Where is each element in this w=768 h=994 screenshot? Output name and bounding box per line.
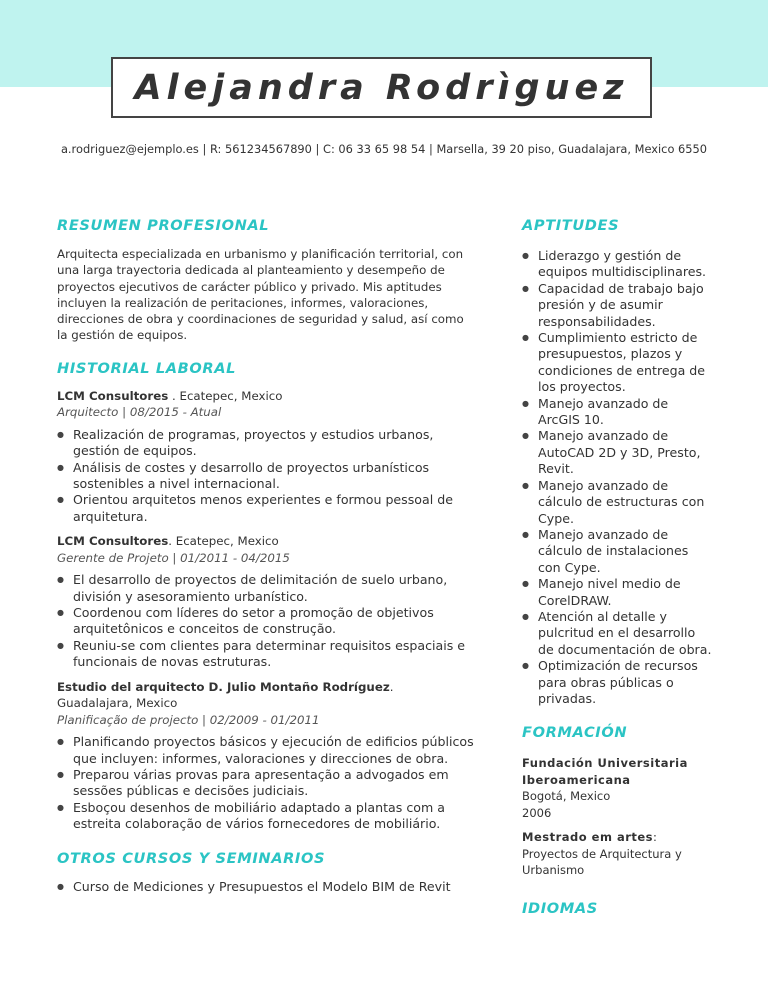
list-item: ● Análisis de costes y desarrollo de proyectos urbanísticos sostenibles a nivel internacional. <box>57 460 477 493</box>
list-item: ● Reuniu-se com clientes para determinar requisitos espaciais e funcionais de novas estruturas. <box>57 638 477 671</box>
list-item: ● Optimización de recursos para obras públicas o privadas. <box>522 658 712 707</box>
job-company: LCM Consultores <box>57 534 169 549</box>
job-location: . Ecatepec, Mexico <box>168 534 279 549</box>
job-location: . <box>389 679 394 694</box>
right-column <box>522 214 712 921</box>
list-item: ● Capacidad de trabajo bajo presión y de asumir responsabilidades. <box>522 281 712 330</box>
education-institution: Fundación Universitaria Iberoamericana <box>522 756 688 787</box>
job-bullets <box>57 427 477 525</box>
job-location: . Ecatepec, Mexico <box>168 388 283 403</box>
education-year: 2006 <box>522 805 552 820</box>
resumen-title: RESUMEN PROFESIONAL <box>57 217 270 234</box>
education-location: Bogotá, Mexico <box>522 789 611 804</box>
list-item: ● Liderazgo y gestión de equipos multidisciplinares. <box>522 248 712 281</box>
list-item: ● Cumplimiento estricto de presupuestos, plazos y condiciones de entrega de los proyectos. <box>522 330 712 396</box>
job-bullets <box>57 734 477 832</box>
job-role: Planificação de projecto | 02/2009 - 01/2011 <box>57 712 320 727</box>
education-degree: Mestrado em artes <box>522 830 654 845</box>
list-item: ● Manejo avanzado de cálculo de estructuras con Cype. <box>522 478 712 527</box>
cursos-title: OTROS CURSOS Y SEMINARIOS <box>57 849 326 867</box>
list-item: ● Orientou arquitetos menos experientes e formou pessoal de arquitetura. <box>57 492 477 525</box>
job-company: LCM Consultores <box>57 388 169 403</box>
candidate-name: Alejandra Rodrìguez <box>134 67 629 108</box>
job-header <box>57 388 477 405</box>
list-item: ● Planificando proyectos básicos y ejecución de edificios públicos que incluyen: informes, valoraciones y direcciones de obra. <box>57 734 477 767</box>
job-role: Arquitecto | 08/2015 - Atual <box>57 405 222 420</box>
contact-line: a.rodriguez@ejemplo.es | R: 561234567890 | C: 06 33 65 98 54 | Marsella, 39 20 piso, Guadalajara, Mexico 6550 <box>60 142 708 156</box>
list-item: ● Atención al detalle y pulcritud en el desarrollo de documentación de obra. <box>522 609 712 658</box>
job-entry <box>57 388 477 525</box>
cursos-list <box>57 879 477 895</box>
education-program: Proyectos de Arquitectura y Urbanismo <box>522 846 682 878</box>
historial-title: HISTORIAL LABORAL <box>57 359 237 377</box>
education-entry <box>522 755 712 821</box>
job-header <box>57 533 477 550</box>
formacion-title: FORMACIÓN <box>522 724 628 742</box>
education-degree-line <box>522 829 712 846</box>
job-entry <box>57 679 477 833</box>
job-role: Gerente de Projeto | 01/2011 - 04/2015 <box>57 550 290 565</box>
education-entry <box>522 829 712 879</box>
list-item: ● Curso de Mediciones y Presupuestos el Modelo BIM de Revit <box>57 879 477 895</box>
list-item: ● El desarrollo de proyectos de delimitación de suelo urbano, división y asesoramiento urbanístico. <box>57 572 477 605</box>
aptitudes-title: APTITUDES <box>522 217 620 234</box>
list-item: ● Coordenou com líderes do setor a promoção de objetivos arquitetônicos e conceitos de construção. <box>57 605 477 638</box>
list-item: ● Esboçou desenhos de mobiliário adaptado a plantas com a estreita colaboração de vários fornecedores de mobiliário. <box>57 800 477 833</box>
job-bullets <box>57 572 477 670</box>
list-item: ● Manejo avanzado de ArcGIS 10. <box>522 396 712 429</box>
job-company: Estudio del arquitecto D. Julio Montaño Rodríguez <box>57 679 390 694</box>
left-column <box>57 214 477 895</box>
list-item: ● Realización de programas, proyectos y estudios urbanos, gestión de equipos. <box>57 427 477 460</box>
idiomas-title: IDIOMAS <box>522 899 598 917</box>
education-degree-suffix: : <box>653 830 657 845</box>
list-item: ● Manejo avanzado de AutoCAD 2D y 3D, Presto, Revit. <box>522 428 712 477</box>
job-header <box>57 679 477 696</box>
list-item: ● Manejo avanzado de cálculo de instalaciones con Cype. <box>522 527 712 576</box>
job-location-line: Guadalajara, Mexico <box>57 696 178 711</box>
aptitudes-list <box>522 248 712 707</box>
list-item: ● Preparou várias provas para apresentação a advogados em sessões públicas e decisões judiciais. <box>57 767 477 800</box>
name-box <box>111 57 652 118</box>
resumen-text: Arquitecta especializada en urbanismo y planificación territorial, con una larga trayectoria dedicada al planteamiento y desempeño de proyectos ejecutivos de carácter público y privado. Mis aptitudes incluyen la realización de peritaciones, informes, valoraciones, direcciones de obra y coordinaciones de seguridad y salud, así como la gestión de equipos. <box>57 247 464 343</box>
job-entry <box>57 533 477 670</box>
list-item: ● Manejo nivel medio de CorelDRAW. <box>522 576 712 609</box>
